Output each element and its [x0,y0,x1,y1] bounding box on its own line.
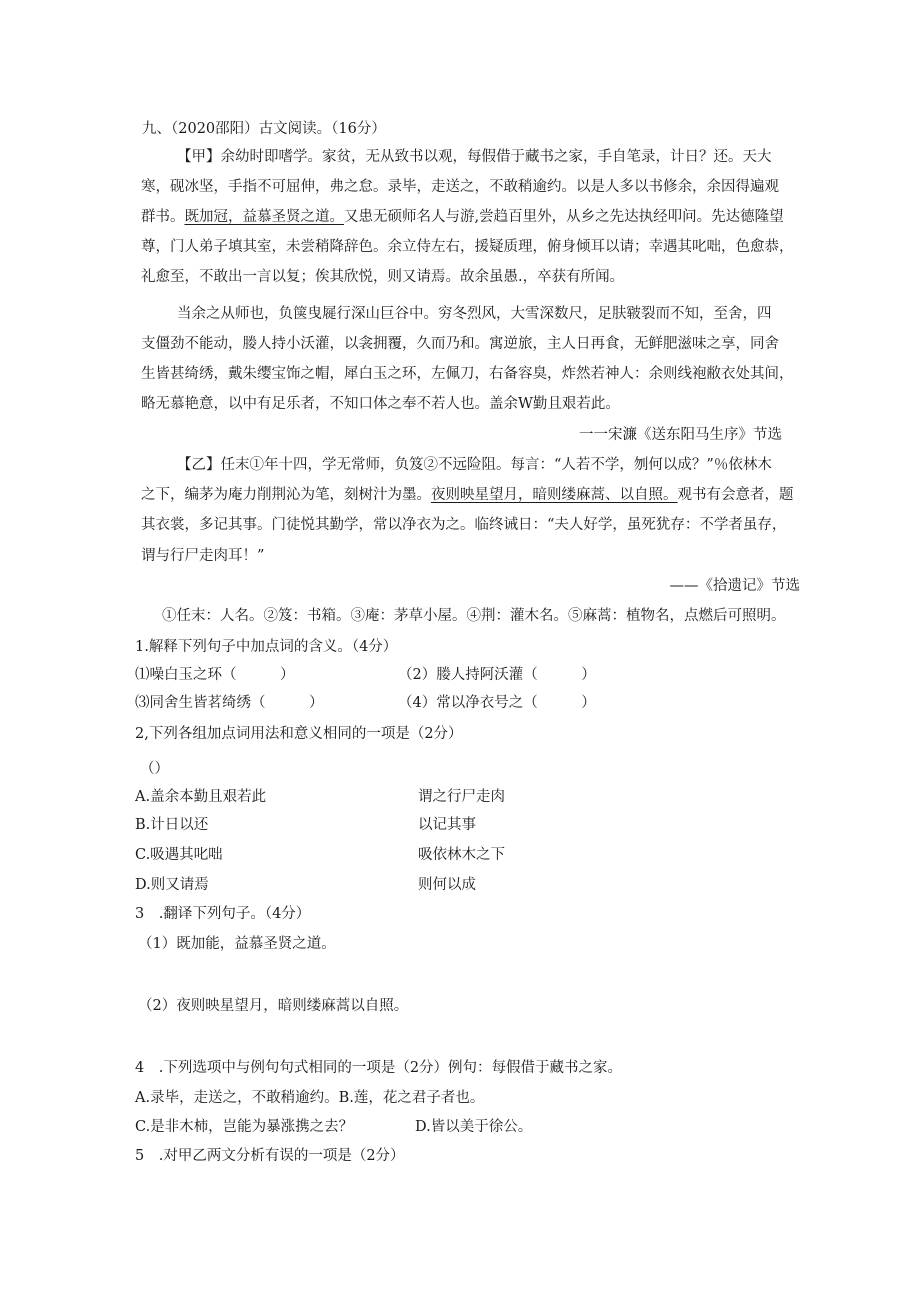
passage-b-line: 谓与行尸走肉耳！” [141,548,265,564]
q2-option-right: 则何以成 [418,877,476,893]
passage-a-line: 尊，门人弟子填其室，未尝稍降辞色。余立侍左右，援疑质理，俯身倾耳以请；幸遇其叱咄，色愈恭， [141,239,794,255]
q4-options-ab: A.录毕，走送之，不敢稍逾约。B.莲，花之君子者也。 [135,1090,485,1106]
q4-option-c: C.是非木柿，岂能为暴涨携之去？ [135,1119,354,1135]
passage-a-line [141,207,784,227]
q1-item-c: ⑶同舍生皆茗绮绣（ ） [135,695,324,711]
passage-b-line: 【乙】任末①年十四，学无常师，负笈②不远险阻。每言：“人若不学，刎何以成？”％依林木 [177,457,772,473]
passage-b-source: ——《拾遗记》节选 [669,578,800,594]
q2-option-left: D.则又请焉 [135,877,209,893]
q1-stem: 1.解释下列句子中加点词的含义。（4分） [135,639,398,655]
passage-a-line: 生皆甚绮绣，戴朱缨宝饰之帽，犀白玉之环，左佩刀，右备容臭，炸然若神人：余则线袍敝衣处其间， [141,366,794,382]
footnotes: ①任末：人名。②笈：书箱。③庵：茅草小屋。④荆：灌木名。⑤麻蒿：植物名，点燃后可照明。 [162,608,786,624]
q1-item-a: ⑴噪白玉之环（ ） [135,667,295,683]
passage-a-text: 又患无硕师名人与游,尝趋百里外，从乡之先达执经叩问。先达德隆望 [344,209,784,225]
passage-a-text: 群书。 [141,209,185,225]
passage-a-line: 略无慕艳意，以中有足乐者，不知口体之奉不若人也。盖余W勤且艰若此。 [141,396,620,412]
underlined-sentence: 夜则映星望月，暗则缕麻蒿、以自照。 [431,487,678,503]
q1-item-d: （4）常以净衣号之（ ） [398,695,596,711]
q2-option-right: 以记其事 [418,817,476,833]
passage-b-text: 观书有会意者，题 [677,487,794,503]
q4-option-d: D.皆以美于徐公。 [415,1119,533,1135]
q2-option-left: C.吸遇其叱咄 [135,847,223,863]
q2-answer-paren: （） [140,761,169,777]
underlined-sentence: 既加冠，益慕圣贤之道。 [184,209,344,225]
passage-a-line: 礼愈至，不敢出一言以复；俟其欣悦，则又请焉。故余虽愚.，卒获有所闻。 [141,269,625,285]
passage-b-line: 其衣裳，多记其事。门徒悦其勤学，常以净衣为之。临终诫日：“夫人好学，虽死犹存：不学者虽存， [141,517,787,533]
q2-option-left: B.计日以还 [135,817,209,833]
passage-a-source: 一一宋濂《送东阳马生序》节选 [579,427,782,443]
section-title: 九、（2020邵阳）古文阅读。（16分） [142,121,386,137]
passage-a-line: 当余之从师也，负箧曳屣行深山巨谷中。穷冬烈风，大雪深数尺，足肤皲裂而不知，至舍，四 [177,306,772,322]
passage-b-line [141,485,794,505]
q3-stem: 3 .翻译下列句子。（4分） [135,906,311,922]
passage-b-text: 之下，编茅为庵力削荆沁为笔，刻树汁为墨。 [141,487,431,503]
q3-sentence-1: （1）既加能，益慕圣贤之道。 [138,936,336,952]
passage-a-line: 寒，砚冰坚，手指不可屈伸，弗之怠。录毕，走送之，不敢稍逾约。以是人多以书修余，余因得遍观 [141,179,779,195]
passage-a-line: 【甲】余幼时即嗜学。家贫，无从致书以观，每假借于藏书之家，手自笔录，计日？还。天大 [177,149,772,165]
q2-option-right: 吸依林木之下 [418,847,505,863]
q4-stem: 4 .下列选项中与例句句式相同的一项是（2分）例句：每假借于藏书之家。 [135,1060,623,1076]
passage-a-line: 支僵劲不能动，媵人持小沃灌，以衾拥覆，久而乃和。寓逆旅，主人日再食，无鲜肥滋味之享，同舍 [141,336,779,352]
q5-stem: 5 .对甲乙两文分析有误的一项是（2分） [135,1148,405,1164]
q2-option-left: A.盖余本勤且艰若此 [135,789,267,805]
q2-stem: 2,下列各组加点词用法和意义相同的一项是（2分） [135,726,463,742]
q3-sentence-2: （2）夜则映星望月，暗则缕麻蒿以自照。 [138,998,409,1014]
q1-item-b: （2）媵人持阿沃灌（ ） [398,667,596,683]
q2-option-right: 谓之行尸走肉 [418,789,505,805]
